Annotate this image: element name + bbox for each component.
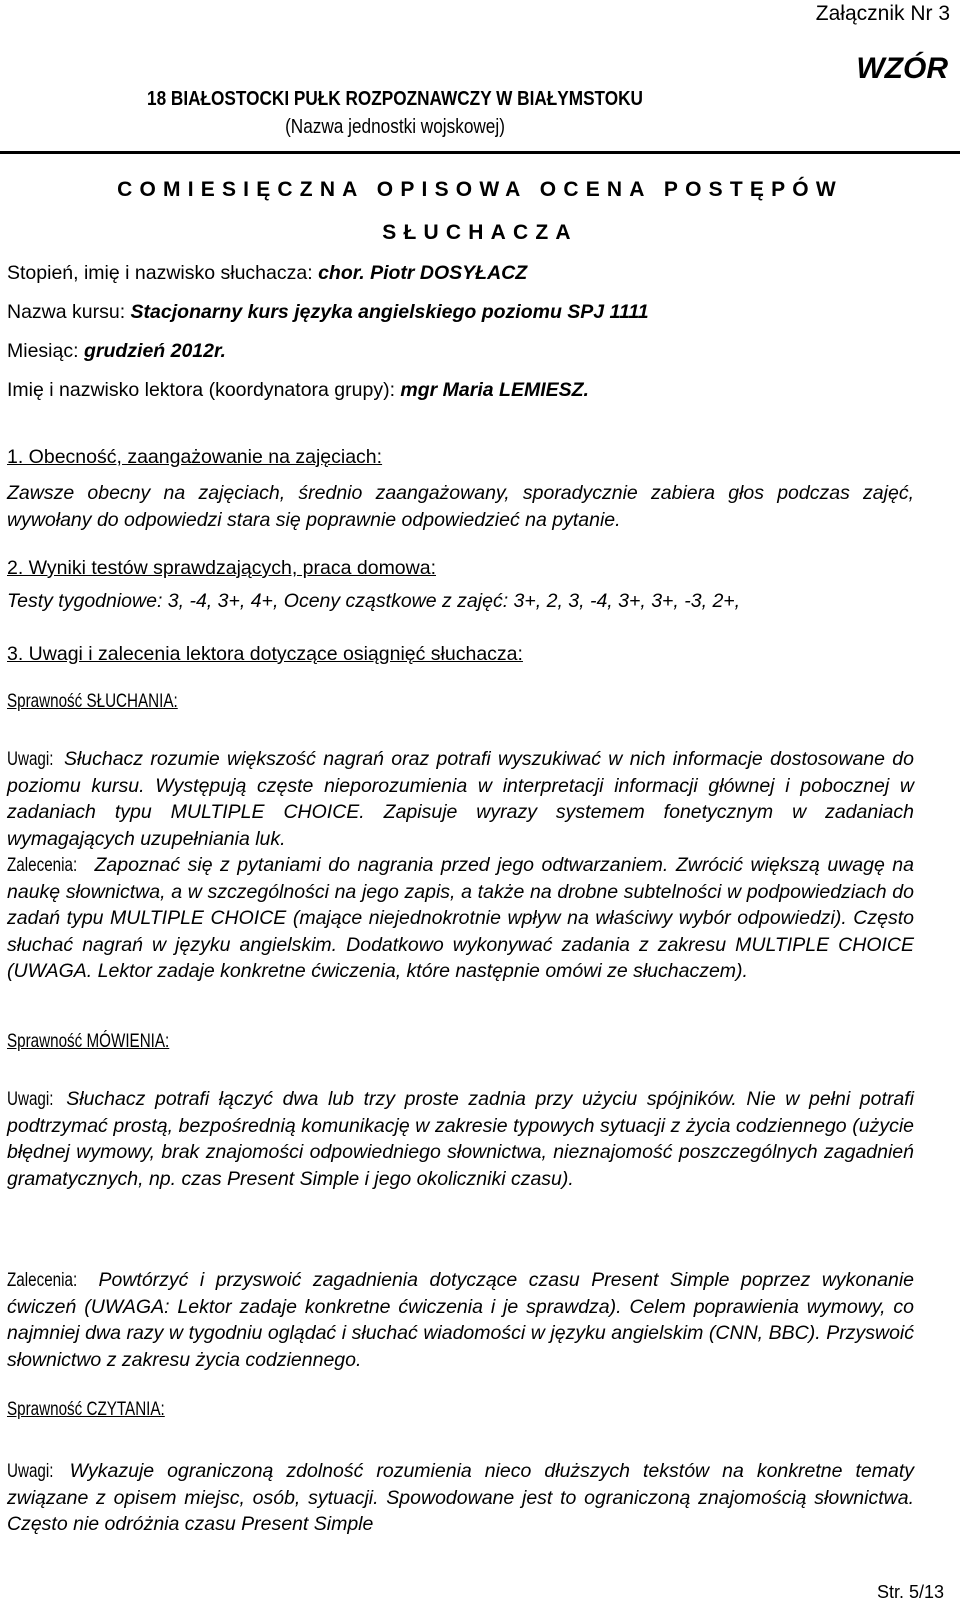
info-lecturer-value: mgr Maria LEMIESZ.	[400, 379, 589, 401]
info-month	[7, 340, 226, 363]
section1-heading: 1. Obecność, zaangażowanie na zajęciach:	[7, 446, 383, 468]
listening-remarks-text: Słuchacz rozumie większość nagrań oraz potrafi wyszukiwać w nich informacje dostosowane do poziomu kursu. Występują częste nieporozumienia w interpretacji informacji głównej i pobocznej w zadaniach typu MULTIPLE CHOICE. Zapisuje wyrazy systemem fonetycznym w zadaniach wymagających uzupełniania luk.	[7, 748, 914, 850]
reading-remarks-label: Uwagi:	[7, 1460, 54, 1482]
military-unit-caption: (Nazwa jednostki wojskowej)	[285, 116, 505, 138]
listening-heading: Sprawność SŁUCHANIA:	[7, 690, 178, 712]
document-title-line1: COMIESIĘCZNA OPISOWA OCENA POSTĘPÓW	[117, 178, 843, 201]
reading-remarks	[7, 1458, 914, 1538]
section2-heading: 2. Wyniki testów sprawdzających, praca domowa:	[7, 557, 436, 579]
section1-text	[7, 480, 914, 533]
speaking-recommendations-text: Powtórzyć i przyswoić zagadnienia dotyczące czasu Present Simple poprzez wykonanie ćwiczeń (UWAGA: Lektor zadaje konkretne ćwiczenia i je sprawdza). Celem poprawienia wymowy, co najmniej dwa razy w tygodniu oglądać i słuchać wiadomości w języku angielskim (CNN, BBC). Przyswoić słownictwo z zakresu życia codziennego.	[7, 1269, 914, 1371]
speaking-remarks-label: Uwagi:	[7, 1088, 54, 1110]
info-student-value: chor. Piotr DOSYŁACZ	[318, 262, 528, 284]
page-number: Str. 5/13	[876, 1582, 944, 1602]
header-divider	[0, 151, 960, 154]
section2-body: Testy tygodniowe: 3, -4, 3+, 4+, Oceny cząstkowe z zajęć: 3+, 2, 3, -4, 3+, 3+, -3, 2+,	[7, 590, 741, 612]
info-lecturer	[7, 379, 589, 402]
document-title-line2: SŁUCHACZA	[382, 221, 578, 244]
listening-recommendations-label: Zalecenia:	[7, 854, 78, 876]
speaking-remarks	[7, 1086, 914, 1192]
section2-text	[7, 588, 914, 615]
military-unit-name: 18 BIAŁOSTOCKI PUŁK ROZPOZNAWCZY W BIAŁYMSTOKU	[147, 88, 643, 110]
listening-recommendations-text: Zapoznać się z pytaniami do nagrania przed jego odtwarzaniem. Zwrócić większą uwagę na naukę słownictwa, a w szczególności na jego zapis, a także na drobne subtelności w podpowiedziach do zadań typu MULTIPLE CHOICE (mające niejednokrotnie wpływ na właściwy wybór odpowiedzi). Często słuchać nagrań w języku angielskim. Dodatkowo wykonywać zadania z zakresu MULTIPLE CHOICE (UWAGA. Lektor zadaje konkretne ćwiczenia, które następnie omówi ze słuchaczem).	[7, 854, 915, 982]
info-course-value: Stacjonarny kurs języka angielskiego poziomu SPJ 1111	[130, 301, 649, 323]
info-month-value: grudzień 2012r.	[83, 340, 226, 362]
reading-remarks-text: Wykazuje ograniczoną zdolność rozumienia nieco dłuższych tekstów na konkretne tematy związane z opisem miejsc, osób, sytuacji. Spowodowane jest to ograniczoną znajomością słownictwa. Często nie odróżnia czasu Present Simple	[7, 1460, 914, 1535]
info-student	[7, 262, 527, 285]
speaking-heading: Sprawność MÓWIENIA:	[7, 1030, 170, 1052]
speaking-recommendations	[7, 1267, 914, 1373]
annex-label: Załącznik Nr 3	[815, 2, 950, 25]
speaking-recommendations-label: Zalecenia:	[7, 1269, 78, 1291]
listening-recommendations	[7, 852, 914, 985]
speaking-remarks-text: Słuchacz potrafi łączyć dwa lub trzy proste zadnia przy użyciu spójników. Nie w pełni potrafi podtrzymać prostą, bezpośrednią komunikację w zakresie typowych sytuacji z życia codziennego (użycie błędnej wymowy, brak znajomości odpowiedniego słownictwa, nieznajomość poszczególnych zagadnień gramatycznych, np. czas Present Simple i jego okoliczniki czasu).	[7, 1088, 915, 1190]
info-course-label: Nazwa kursu:	[7, 301, 126, 323]
template-mark: WZÓR	[856, 52, 948, 85]
section3-heading: 3. Uwagi i zalecenia lektora dotyczące osiągnięć słuchacza:	[7, 643, 523, 665]
info-course	[7, 301, 649, 324]
reading-heading: Sprawność CZYTANIA:	[7, 1398, 165, 1420]
info-month-label: Miesiąc:	[7, 340, 79, 362]
listening-remarks	[7, 746, 914, 852]
info-lecturer-label: Imię i nazwisko lektora (koordynatora grupy):	[7, 379, 395, 401]
info-student-label: Stopień, imię i nazwisko słuchacza:	[7, 262, 313, 284]
section1-body: Zawsze obecny na zajęciach, średnio zaangażowany, sporadycznie zabiera głos podczas zajęć, wywołany do odpowiedzi stara się poprawnie odpowiedzieć na pytanie.	[7, 482, 914, 531]
listening-remarks-label: Uwagi:	[7, 748, 54, 770]
